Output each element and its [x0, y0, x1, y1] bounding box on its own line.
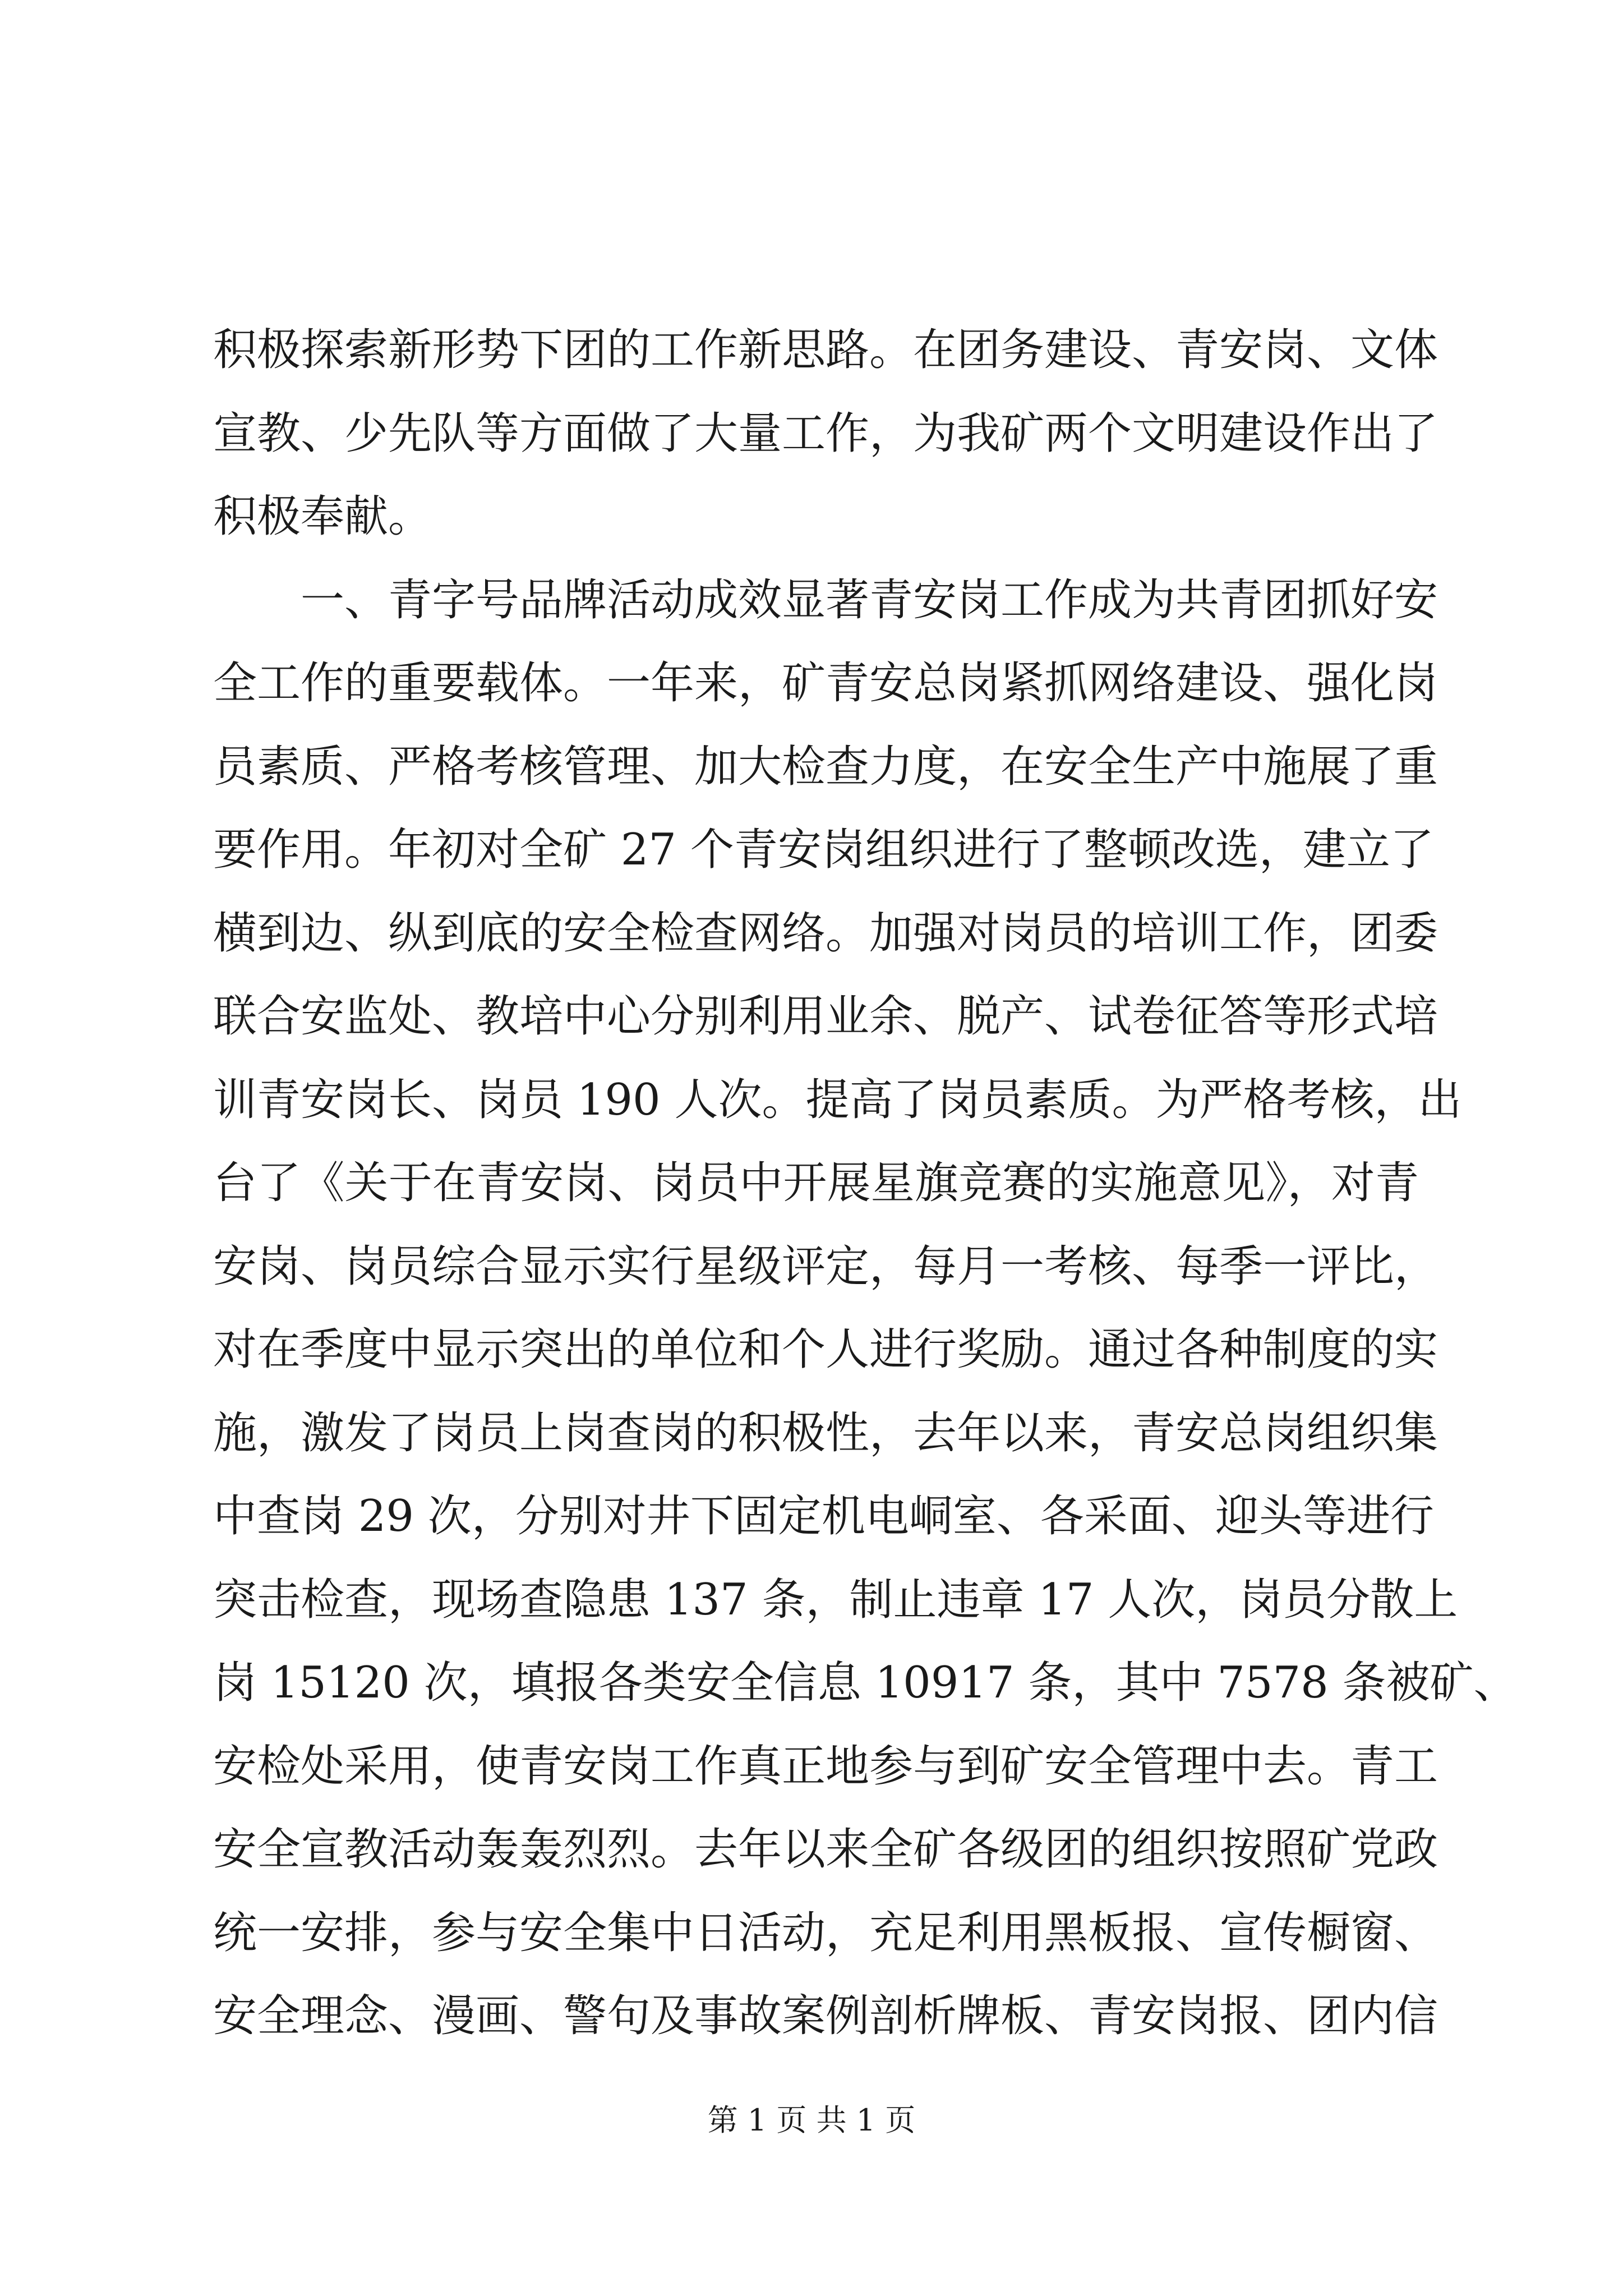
paragraph-line: 宣教、少先队等方面做了大量工作，为我矿两个文明建设作出了 — [213, 408, 1438, 459]
paragraph-line: 施，激发了岗员上岗查岗的积极性，去年以来，青安总岗组织集 — [213, 1407, 1438, 1458]
paragraph-line: 积极奉献。 — [213, 491, 432, 542]
paragraph-line: 横到边、纵到底的安全检查网络。加强对岗员的培训工作，团委 — [213, 908, 1438, 959]
paragraph-line: 安全理念、漫画、警句及事故案例剖析牌板、青安岗报、团内信 — [213, 1991, 1438, 2041]
paragraph-line: 安检处采用，使青安岗工作真正地参与到矿安全管理中去。青工 — [213, 1741, 1438, 1792]
paragraph-line: 台了《关于在青安岗、岗员中开展星旗竞赛的实施意见》，对青 — [213, 1158, 1419, 1208]
paragraph-line: 安全宣教活动轰轰烈烈。去年以来全矿各级团的组织按照矿党政 — [213, 1824, 1438, 1875]
paragraph-line: 安岗、岗员综合显示实行星级评定，每月一考核、每季一评比， — [213, 1241, 1438, 1292]
paragraph-line: 积极探索新形势下团的工作新思路。在团务建设、青安岗、文体 — [213, 325, 1438, 375]
page-number-label: 第 1 页 共 1 页 — [707, 2102, 916, 2138]
paragraph-line: 员素质、严格考核管理、加大检查力度，在安全生产中施展了重 — [213, 741, 1438, 792]
paragraph-line: 中查岗 29 次，分别对井下固定机电峒室、各采面、迎头等进行 — [213, 1491, 1434, 1542]
paragraph-line: 岗 15120 次，填报各类安全信息 10917 条，其中 7578 条被矿、 — [213, 1658, 1518, 1708]
paragraph-line: 联合安监处、教培中心分别利用业余、脱产、试卷征答等形式培 — [213, 991, 1438, 1042]
page-footer — [0, 2101, 1623, 2140]
paragraph-line: 对在季度中显示突出的单位和个人进行奖励。通过各种制度的实 — [213, 1324, 1438, 1375]
paragraph-line: 突击检查，现场查隐患 137 条，制止违章 17 人次，岗员分散上 — [213, 1574, 1458, 1625]
document-body — [213, 309, 1518, 2058]
paragraph-line: 训青安岗长、岗员 190 人次。提高了岗员素质。为严格考核，出 — [213, 1074, 1462, 1125]
paragraph-line: 全工作的重要载体。一年来，矿青安总岗紧抓网络建设、强化岗 — [213, 658, 1438, 708]
paragraph-line: 统一安排，参与安全集中日活动，充足利用黑板报、宣传橱窗、 — [213, 1907, 1438, 1958]
paragraph-line: 一、青字号品牌活动成效显著青安岗工作成为共青团抓好安 — [301, 574, 1438, 625]
paragraph-line: 要作用。年初对全矿 27 个青安岗组织进行了整顿改选，建立了 — [213, 825, 1434, 875]
